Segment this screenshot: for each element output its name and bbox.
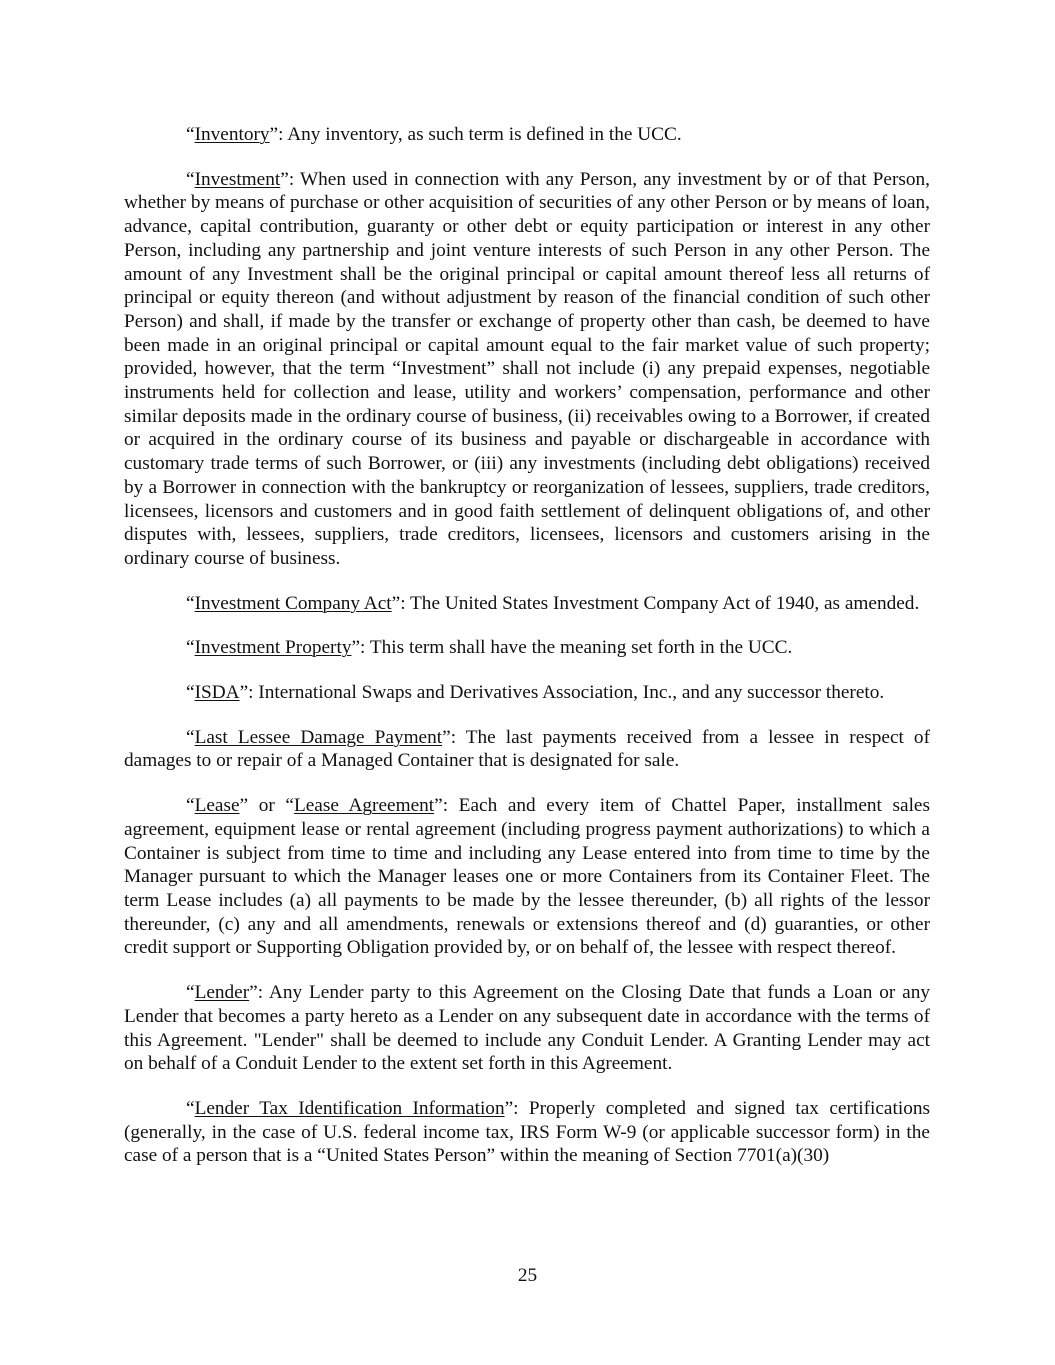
definition-body: : Any inventory, as such term is defined in the UCC. bbox=[278, 124, 682, 145]
definition-lender bbox=[124, 981, 930, 1076]
close-quote: ” bbox=[442, 726, 451, 748]
defined-term: Lender bbox=[194, 982, 250, 1004]
definition-investment-property bbox=[124, 636, 930, 660]
close-quote: ” bbox=[504, 1097, 514, 1119]
close-quote: ” bbox=[351, 637, 361, 659]
open-quote: “ bbox=[186, 124, 195, 145]
open-quote: “ bbox=[186, 637, 195, 659]
defined-term: Investment Property bbox=[194, 637, 352, 659]
definition-body: : International Swaps and Derivatives Association, Inc., and any successor thereto. bbox=[248, 682, 885, 704]
definition-investment bbox=[124, 168, 930, 571]
close-quote: ” bbox=[249, 982, 258, 1004]
definition-body: : When used in connection with any Person, any investment by or of that Person, whether by means of purchase or other acquisition of securities of any other Person or by means of loan, advance, capital contribution, guaranty or other debt or equity participation or interest in any other Person, including any partnership and joint venture interests of such Person in any other Person. The amount of any Investment shall be the original principal or capital amount thereof less all returns of principal or equity thereon (and without adjustment by reason of the financial condition of such other Person) and shall, if made by the transfer or exchange of property other than cash, be deemed to have been made in an original principal or capital amount equal to the fair market value of such property; provided, however, that the term “Investment” shall not include (i) any prepaid expenses, negotiable instruments held for collection and lease, utility and workers’ compensation, performance and other similar deposits made in the ordinary course of business, (ii) receivables owing to a Borrower, if created or acquired in the ordinary course of its business and payable or dischargeable in accordance with customary trade terms of such Borrower, or (iii) any investments (including debt obligations) received by a Borrower in connection with the bankruptcy or reorganization of lessees, suppliers, trade creditors, licensees, licensors and customers and in good faith settlement of delinquent obligations of, and other disputes with, lessees, suppliers, trade creditors, licensees, licensors and customers arising in the ordinary course of business. bbox=[124, 168, 930, 569]
close-quote: ” bbox=[391, 592, 401, 614]
definition-lender-tax-identification-information bbox=[124, 1097, 930, 1168]
definition-isda bbox=[124, 681, 930, 705]
definition-body: : The last payments received from a lessee in respect of damages to or repair of a Managed Container that is designated for sale. bbox=[124, 726, 930, 772]
definition-body: : This term shall have the meaning set forth in the UCC. bbox=[360, 637, 793, 659]
open-quote: “ bbox=[186, 592, 195, 614]
close-quote: ” bbox=[280, 168, 289, 190]
close-quote: ” bbox=[239, 682, 249, 704]
open-quote: “ bbox=[186, 982, 195, 1004]
definition-inventory bbox=[124, 123, 930, 147]
definition-investment-company-act bbox=[124, 592, 930, 616]
open-quote: “ bbox=[186, 682, 195, 704]
open-quote: “ bbox=[186, 726, 195, 748]
defined-term: Lender Tax Identification Information bbox=[194, 1097, 505, 1119]
page-number: 25 bbox=[517, 1265, 538, 1286]
open-quote: “ bbox=[186, 168, 195, 190]
defined-term: Investment bbox=[194, 168, 281, 190]
definition-lease bbox=[124, 794, 930, 960]
open-quote: “ bbox=[186, 1097, 195, 1119]
defined-term: Last Lessee Damage Payment bbox=[194, 726, 443, 748]
defined-term: Lease bbox=[194, 795, 240, 817]
definition-body: : Properly completed and signed tax certifications (generally, in the case of U.S. federal income tax, IRS Form W-9 (or applicable successor form) in the case of a person that is a “United States Person” within the meaning of Section 7701(a)(30) bbox=[124, 1097, 930, 1167]
definition-last-lessee-damage-payment bbox=[124, 726, 930, 773]
defined-term: Inventory bbox=[194, 124, 270, 145]
term-connector: or “ bbox=[248, 795, 294, 817]
close-quote: ” bbox=[269, 124, 279, 145]
defined-term: ISDA bbox=[194, 682, 240, 704]
definition-body: : The United States Investment Company Act of 1940, as amended. bbox=[400, 592, 920, 614]
defined-term: Investment Company Act bbox=[194, 592, 392, 614]
open-quote: “ bbox=[186, 795, 195, 817]
document-page bbox=[124, 123, 930, 1189]
defined-term-alternate: Lease Agreement bbox=[293, 795, 435, 817]
close-quote: ” bbox=[239, 795, 249, 817]
definition-body: : Any Lender party to this Agreement on the Closing Date that funds a Loan or any Lender that becomes a party hereto as a Lender on any subsequent date in accordance with the terms of this Agreement. "Lender" shall be deemed to include any Conduit Lender. A Granting Lender may act on behalf of a Conduit Lender to the extent set forth in this Agreement. bbox=[124, 982, 930, 1075]
close-quote: ” bbox=[434, 795, 443, 817]
definition-body: : Each and every item of Chattel Paper, installment sales agreement, equipment lease or rental agreement (including progress payment authorizations) to which a Container is subject from time to time and including any Lease entered into from time to time by the Manager pursuant to which the Manager leases one or more Containers from its Container Fleet. The term Lease includes (a) all payments to be made by the lessee thereunder, (b) all rights of the lessor thereunder, (c) any and all amendments, renewals or extensions thereof and (d) guaranties, or other credit support or Supporting Obligation provided by, or on behalf of, the lessee with respect thereof. bbox=[124, 795, 930, 959]
